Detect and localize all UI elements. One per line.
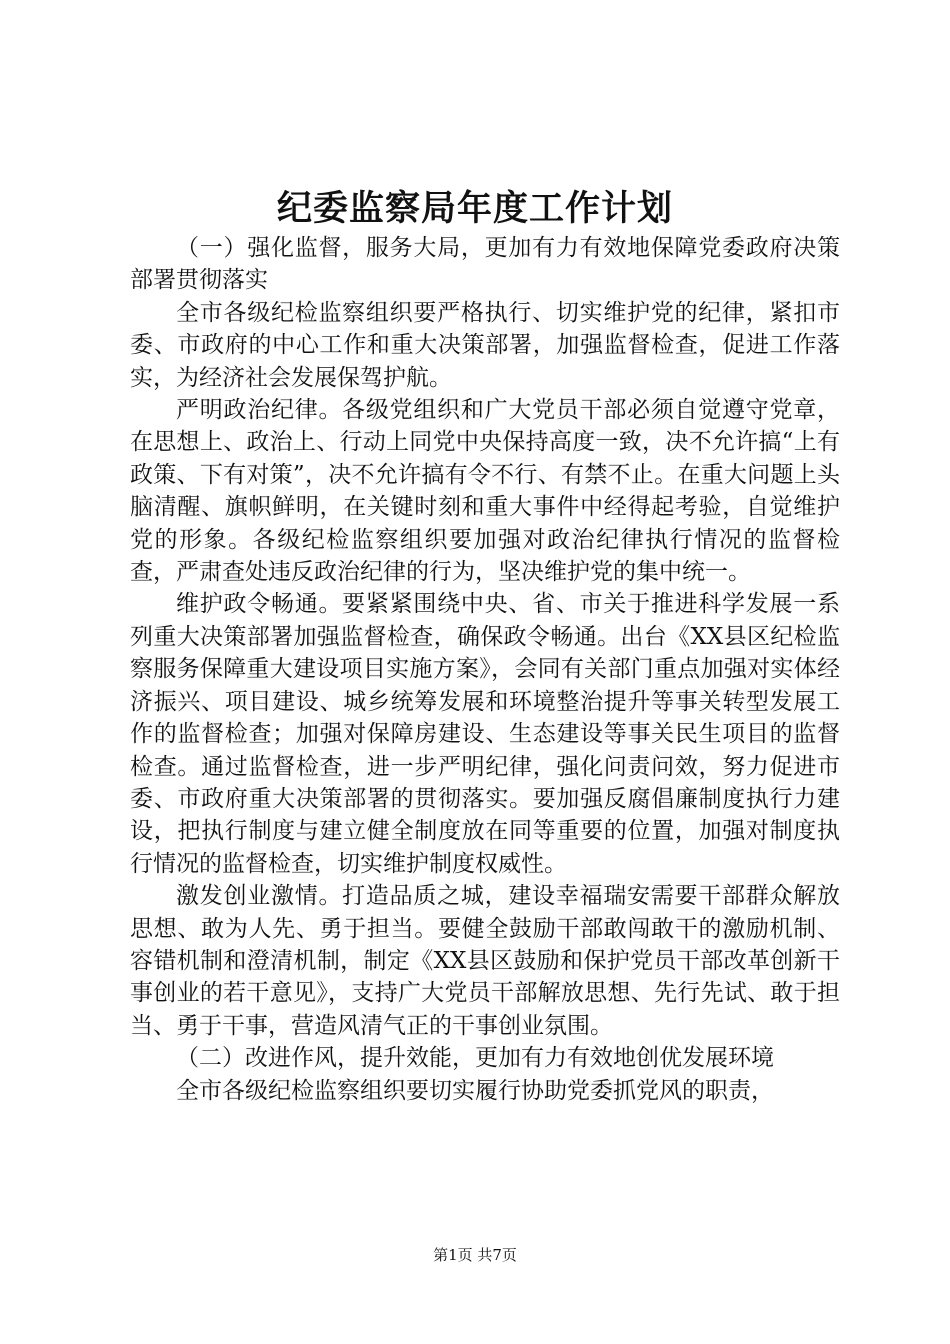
body-paragraph: 严明政治纪律。各级党组织和广大党员干部必须自觉遵守党章，在思想上、政治上、行动上同党中央保持高度一致，决不允许搞“上有政策、下有对策”，决不允许搞有令不行、有禁不止。在重大问题上头脑清醒、旗帜鲜明，在关键时刻和重大事件中经得起考验，自觉维护党的形象。各级纪检监察组织要加强对政治纪律执行情况的监督检查，严肃查处违反政治纪律的行为，坚决维护党的集中统一。 (130, 397, 840, 586)
document-body (130, 232, 840, 1107)
section-heading-2: （二）改进作风，提升效能，更加有力有效地创优发展环境 (176, 1045, 774, 1072)
document-title: 纪委监察局年度工作计划 (276, 188, 673, 229)
page-footer: 第1页 共7页 (433, 1246, 517, 1264)
body-paragraph: 全市各级纪检监察组织要严格执行、切实维护党的纪律，紧扣市委、市政府的中心工作和重大决策部署，加强监督检查，促进工作落实，为经济社会发展保驾护航。 (130, 299, 840, 391)
section-heading-1: （一）强化监督，服务大局，更加有力有效地保障党委政府决策部署贯彻落实 (130, 235, 840, 294)
body-paragraph: 维护政令畅通。要紧紧围绕中央、省、市关于推进科学发展一系列重大决策部署加强监督检查，确保政令畅通。出台《XX县区纪检监察服务保障重大建设项目实施方案》，会同有关部门重点加强对实体经济振兴、项目建设、城乡统筹发展和环境整治提升等事关转型发展工作的监督检查；加强对保障房建设、生态建设等事关民生项目的监督检查。通过监督检查，进一步严明纪律，强化问责问效，努力促进市委、市政府重大决策部署的贯彻落实。要加强反腐倡廉制度执行力建设，把执行制度与建立健全制度放在同等重要的位置，加强对制度执行情况的监督检查，切实维护制度权威性。 (130, 591, 840, 877)
body-paragraph: 激发创业激情。打造品质之城，建设幸福瑞安需要干部群众解放思想、敢为人先、勇于担当。要健全鼓励干部敢闯敢干的激励机制、容错机制和澄清机制，制定《XX县区鼓励和保护党员干部改革创新干事创业的若干意见》，支持广大党员干部解放思想、先行先试、敢于担当、勇于干事，营造风清气正的干事创业氛围。 (130, 883, 840, 1039)
body-paragraph: 全市各级纪检监察组织要切实履行协助党委抓党风的职责， (176, 1077, 774, 1104)
